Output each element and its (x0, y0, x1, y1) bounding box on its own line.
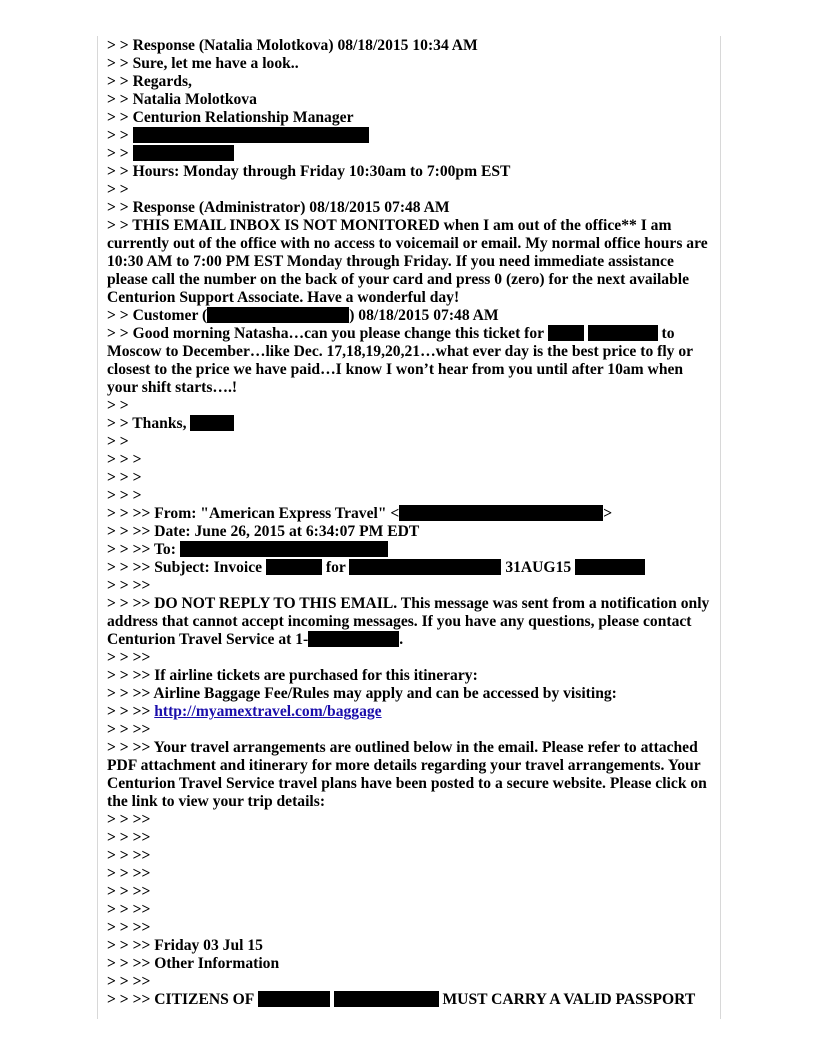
quote-marker: > > >> (107, 973, 151, 990)
redaction-box (308, 631, 399, 647)
quote-marker: > > > (107, 469, 142, 486)
quote-marker: > > (107, 397, 129, 414)
quote-marker: > > >> (107, 721, 151, 738)
response-text: > > Sure, let me have a look.. (107, 55, 299, 72)
redaction-box (207, 307, 349, 323)
quote-marker: > > >> (107, 811, 151, 828)
baggage-link[interactable]: http://myamextravel.com/baggage (154, 703, 382, 720)
quote-marker: > > >> (107, 919, 151, 936)
redaction-box (180, 541, 388, 557)
quote-marker: > > >> (107, 901, 151, 918)
travel-arrangements-text: > > >> Your travel arrangements are outlined below in the email. Please refer to attached PDF attachment and itinerary for more details regarding your travel arrangements. Your Centurion Travel Service travel plans have been posted to a secure website. Please click on the link to view your trip details: (107, 739, 711, 810)
sender-title: > > Centurion Relationship Manager (107, 109, 354, 126)
auto-reply-text: > > THIS EMAIL INBOX IS NOT MONITORED when I am out of the office** I am currently out of the office with no access to voicemail or email. My normal office hours are 10:30 AM to 7:00 PM EST Monday through Friday. If you need immediate assistance please call the number on the back of your card and press 0 (zero) for the next available Centurion Support Associate. Have a wonderful day! (107, 217, 712, 306)
baggage-fee-note: > > >> Airline Baggage Fee/Rules may apply and can be accessed by visiting: (107, 685, 617, 702)
customer-message: > > Good morning Natasha…can you please change this ticket for to Moscow to December…like Dec. 17,18,19,20,21…what ever day is the best price to fly or closest to the price we have paid…I know I won’t hear from you until after 10am when your shift starts….! (107, 325, 697, 396)
quote-marker: > > >> (107, 847, 151, 864)
redacted-line: > > (107, 127, 713, 145)
quote-marker: > > >> (107, 865, 151, 882)
redaction-box (190, 415, 234, 431)
quote-marker: > > (107, 181, 129, 198)
quote-marker: > > >> (107, 829, 151, 846)
redaction-box (575, 559, 645, 575)
redaction-box (588, 325, 658, 341)
redaction-box (399, 505, 603, 521)
quote-marker: > > >> (107, 577, 151, 594)
signoff: > > Regards, (107, 73, 192, 90)
date-line: > > >> Date: June 26, 2015 at 6:34:07 PM EDT (107, 523, 420, 540)
do-not-reply-notice: > > >> DO NOT REPLY TO THIS EMAIL. This message was sent from a notification only address that cannot accept incoming messages. If you have any questions, please contact Centurion Travel Service at 1- . (107, 595, 714, 648)
quote-marker: > > (107, 433, 129, 450)
email-thread (107, 37, 713, 1009)
passport-notice: > > >> CITIZENS OF MUST CARRY A VALID PASSPORT (107, 991, 696, 1008)
quote-marker: > > >> (107, 649, 151, 666)
airline-tickets-note: > > >> If airline tickets are purchased for this itinerary: (107, 667, 478, 684)
thanks-line: > > Thanks, (107, 415, 713, 433)
quote-marker: > > >> (107, 883, 151, 900)
redaction-box (133, 127, 369, 143)
subject-line: > > >> Subject: Invoice for 31AUG15 (107, 559, 713, 577)
to-line: > > >> To: (107, 541, 713, 559)
redaction-box (266, 559, 322, 575)
office-hours: > > Hours: Monday through Friday 10:30am to 7:00pm EST (107, 163, 511, 180)
itinerary-date: > > >> Friday 03 Jul 15 (107, 937, 263, 954)
redaction-box (258, 991, 330, 1007)
response-header-natalia: > > Response (Natalia Molotkova) 08/18/2015 10:34 AM (107, 37, 478, 54)
redacted-line: > > (107, 145, 713, 163)
baggage-link-line: > > >> http://myamextravel.com/baggage (107, 703, 382, 720)
from-line: > > >> From: "American Express Travel" < > (107, 505, 613, 522)
quote-marker: > > > (107, 451, 142, 468)
sender-name: > > Natalia Molotkova (107, 91, 257, 108)
customer-header: > > Customer ( ) 08/18/2015 07:48 AM (107, 307, 499, 324)
redaction-box (334, 991, 439, 1007)
redaction-box (548, 325, 584, 341)
redaction-box (349, 559, 501, 575)
other-information-heading: > > >> Other Information (107, 955, 280, 972)
quote-marker: > > > (107, 487, 142, 504)
redaction-box (133, 145, 234, 161)
response-header-admin: > > Response (Administrator) 08/18/2015 07:48 AM (107, 199, 450, 216)
